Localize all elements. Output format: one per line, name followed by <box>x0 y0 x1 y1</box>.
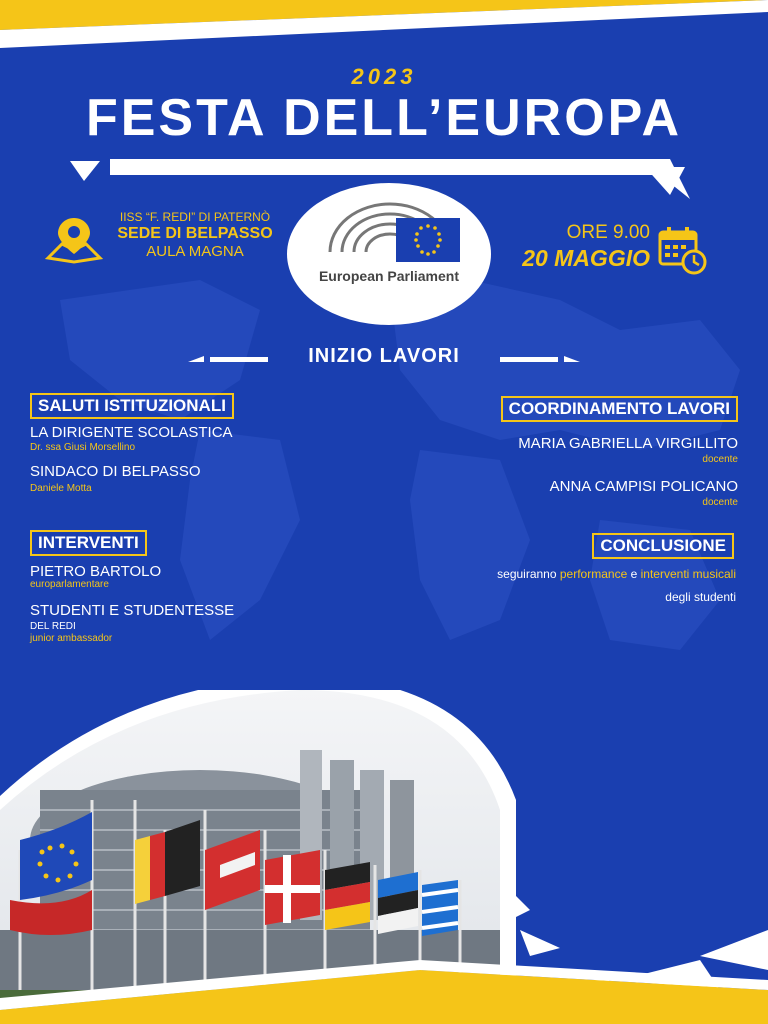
interventi-item-2-detail2: junior ambassador <box>30 633 113 644</box>
saluti-heading-box <box>30 393 234 419</box>
venue-school: IISS “F. REDI” DI PATERNÒ <box>119 210 271 224</box>
coordinamento-item-1-role: docente <box>702 454 738 465</box>
inizio-lavori-label: INIZIO LAVORI <box>308 345 460 367</box>
event-year: 2023 <box>351 64 417 89</box>
coordinamento-item-2-role: docente <box>702 497 738 508</box>
schedule-info <box>495 222 650 272</box>
interventi-item-1-detail: europarlamentare <box>30 579 109 590</box>
interventi-item-2-name: STUDENTI E STUDENTESSE <box>30 602 235 619</box>
conclusione-text-b: performance <box>559 567 628 581</box>
conclusione-text-a: seguiranno <box>497 567 557 581</box>
venue-info <box>100 211 290 260</box>
conclusione-text-c: e <box>630 567 638 581</box>
top-decoration <box>0 0 768 60</box>
conclusione-text <box>497 567 736 581</box>
conclusione-text-e: degli studenti <box>665 590 736 604</box>
event-date: 20 MAGGIO <box>522 244 650 271</box>
ep-logo-label: European Parliament <box>318 268 460 284</box>
saluti-item-1-name: LA DIRIGENTE SCOLASTICA <box>30 424 233 441</box>
venue-room: AULA MAGNA <box>146 243 244 261</box>
saluti-item-2-detail: Daniele Motta <box>30 483 92 494</box>
conclusione-heading-box <box>592 533 734 559</box>
interventi-heading: INTERVENTI <box>30 530 147 556</box>
start-time: ORE 9.00 <box>566 222 650 243</box>
coordinamento-item-2-name: ANNA CAMPISI POLICANO <box>549 478 738 495</box>
interventi-item-2-detail1: DEL REDI <box>30 621 76 632</box>
coordinamento-heading: COORDINAMENTO LAVORI <box>501 396 738 422</box>
event-title: FESTA DELL’EUROPA <box>85 89 683 147</box>
coordinamento-heading-box <box>501 396 738 422</box>
parliament-hemicycle-icon <box>318 192 463 264</box>
conclusione-heading: CONCLUSIONE <box>592 533 734 559</box>
interventi-heading-box <box>30 530 147 556</box>
saluti-item-1-detail: Dr. ssa Giusi Morsellino <box>30 442 136 453</box>
coordinamento-item-1-name: MARIA GABRIELLA VIRGILLITO <box>518 435 738 452</box>
calendar-clock-icon <box>656 224 708 276</box>
conclusione-text-d: interventi musicali <box>640 567 736 581</box>
saluti-item-2-name: SINDACO DI BELPASSO <box>30 463 201 480</box>
interventi-item-1-name: PIETRO BARTOLO <box>30 563 162 580</box>
bottom-decoration <box>0 860 768 1024</box>
venue-site: SEDE DI BELPASSO <box>117 224 273 242</box>
map-pin-icon <box>44 214 104 264</box>
saluti-heading: SALUTI ISTITUZIONALI <box>30 393 234 419</box>
